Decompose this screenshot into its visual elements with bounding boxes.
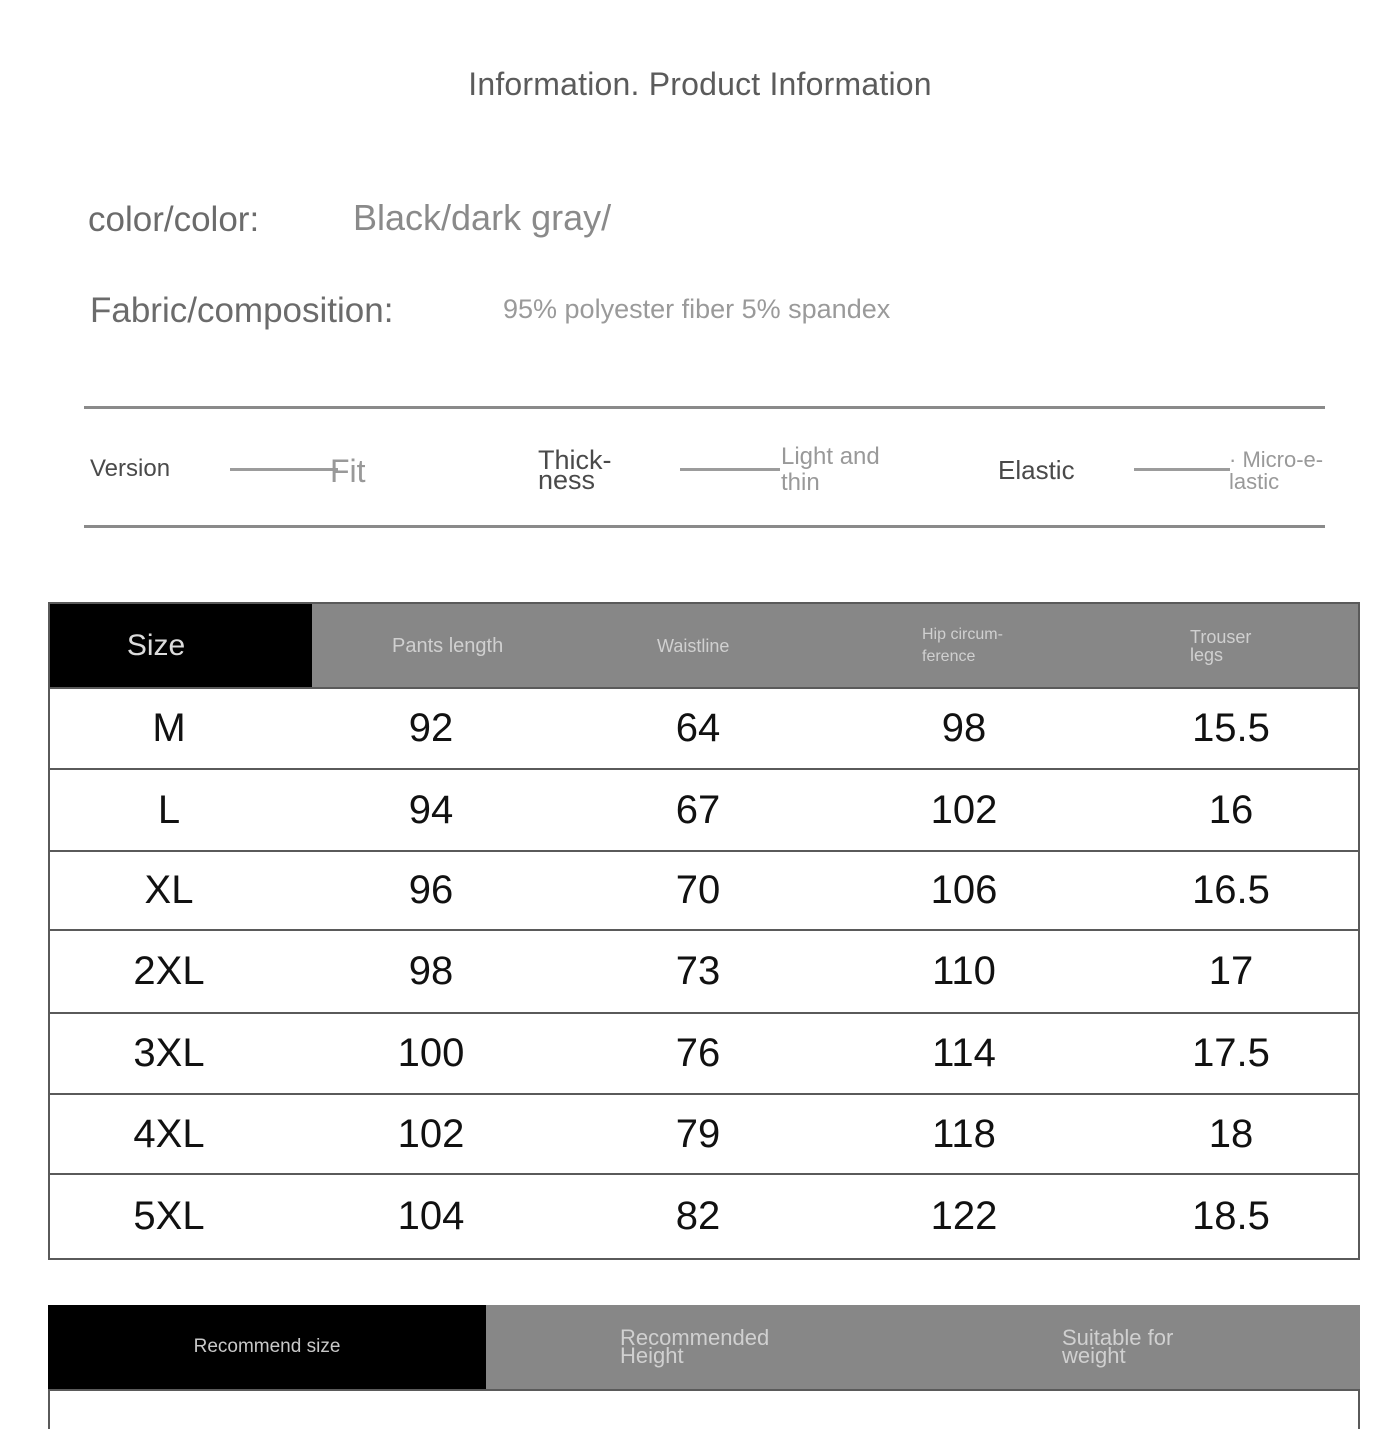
page-title: Information. Product Information — [468, 66, 932, 102]
divider-bottom — [84, 525, 1325, 528]
attr-label-elastic: Elastic — [998, 455, 1075, 485]
table-cell: 2XL — [133, 949, 205, 993]
color-value: Black/dark gray/ — [353, 197, 612, 238]
table-cell: 3XL — [133, 1031, 205, 1075]
table-cell: 18 — [1208, 1111, 1254, 1156]
table-cell: 73 — [675, 949, 721, 993]
table-row — [50, 687, 1358, 768]
table-cell: 17.5 — [1192, 1031, 1270, 1075]
table-cell: XL — [144, 868, 194, 912]
table-cell: 70 — [675, 868, 721, 912]
table-cell: L — [157, 787, 181, 832]
table-cell: 76 — [675, 1031, 721, 1075]
recommend-table — [48, 1305, 1360, 1415]
header-hip-circumference: Hip circum- ference — [922, 625, 1003, 665]
table-row — [50, 768, 1358, 850]
attr-line-version — [230, 468, 338, 471]
table-cell: M — [152, 706, 186, 750]
table-cell: 16.5 — [1192, 868, 1270, 912]
table-cell: 100 — [397, 1031, 465, 1075]
attr-value-thickness: Light and thin — [781, 443, 880, 496]
table-cell: 94 — [408, 787, 454, 832]
table-cell: 106 — [930, 868, 998, 912]
recommend-table-body — [48, 1389, 1360, 1429]
table-row — [50, 1173, 1358, 1258]
table-cell: 122 — [930, 1194, 998, 1238]
table-cell: 92 — [408, 706, 454, 750]
header-trouser-legs: Trouser legs — [1190, 626, 1252, 665]
table-cell: 17 — [1208, 949, 1254, 993]
table-cell: 79 — [675, 1111, 721, 1156]
header-waistline: Waistline — [657, 635, 730, 656]
table-cell: 4XL — [133, 1111, 205, 1156]
table-cell: 18.5 — [1192, 1194, 1270, 1238]
header-suitable-weight: Suitable for weight — [1062, 1325, 1174, 1368]
color-label: color/color: — [88, 200, 260, 239]
fabric-value: 95% polyester fiber 5% spandex — [503, 294, 891, 324]
attr-value-elastic: · Micro-e- lastic — [1229, 447, 1324, 494]
attr-line-thickness — [680, 468, 780, 471]
divider-top — [84, 406, 1325, 409]
table-cell: 16 — [1208, 787, 1254, 832]
table-row — [50, 1012, 1358, 1093]
header-pants-length: Pants length — [392, 634, 504, 657]
table-row — [50, 850, 1358, 929]
header-size: Size — [126, 628, 186, 662]
header-recommended-height: Recommended Height — [620, 1325, 770, 1368]
table-cell: 110 — [932, 949, 996, 993]
attr-label-version: Version — [90, 455, 171, 482]
table-row — [50, 1093, 1358, 1173]
table-cell: 104 — [397, 1194, 465, 1238]
table-cell: 118 — [932, 1111, 996, 1156]
table-cell: 114 — [932, 1031, 996, 1075]
attr-value-version: Fit — [330, 453, 366, 489]
table-cell: 96 — [408, 868, 454, 912]
table-cell: 98 — [941, 706, 987, 750]
attr-line-elastic — [1134, 468, 1230, 471]
fabric-label: Fabric/composition: — [90, 291, 394, 330]
size-table — [48, 602, 1360, 1260]
table-cell: 82 — [675, 1194, 721, 1238]
table-cell: 98 — [408, 949, 454, 993]
table-cell: 67 — [675, 787, 721, 832]
table-cell: 102 — [397, 1111, 465, 1156]
attr-label-thickness: Thick- ness — [538, 445, 612, 495]
table-cell: 15.5 — [1192, 706, 1270, 750]
table-row — [50, 929, 1358, 1012]
table-cell: 64 — [675, 706, 721, 750]
table-cell: 5XL — [133, 1194, 205, 1238]
header-recommend-size: Recommend size — [48, 1305, 486, 1389]
table-cell: 102 — [930, 787, 998, 832]
